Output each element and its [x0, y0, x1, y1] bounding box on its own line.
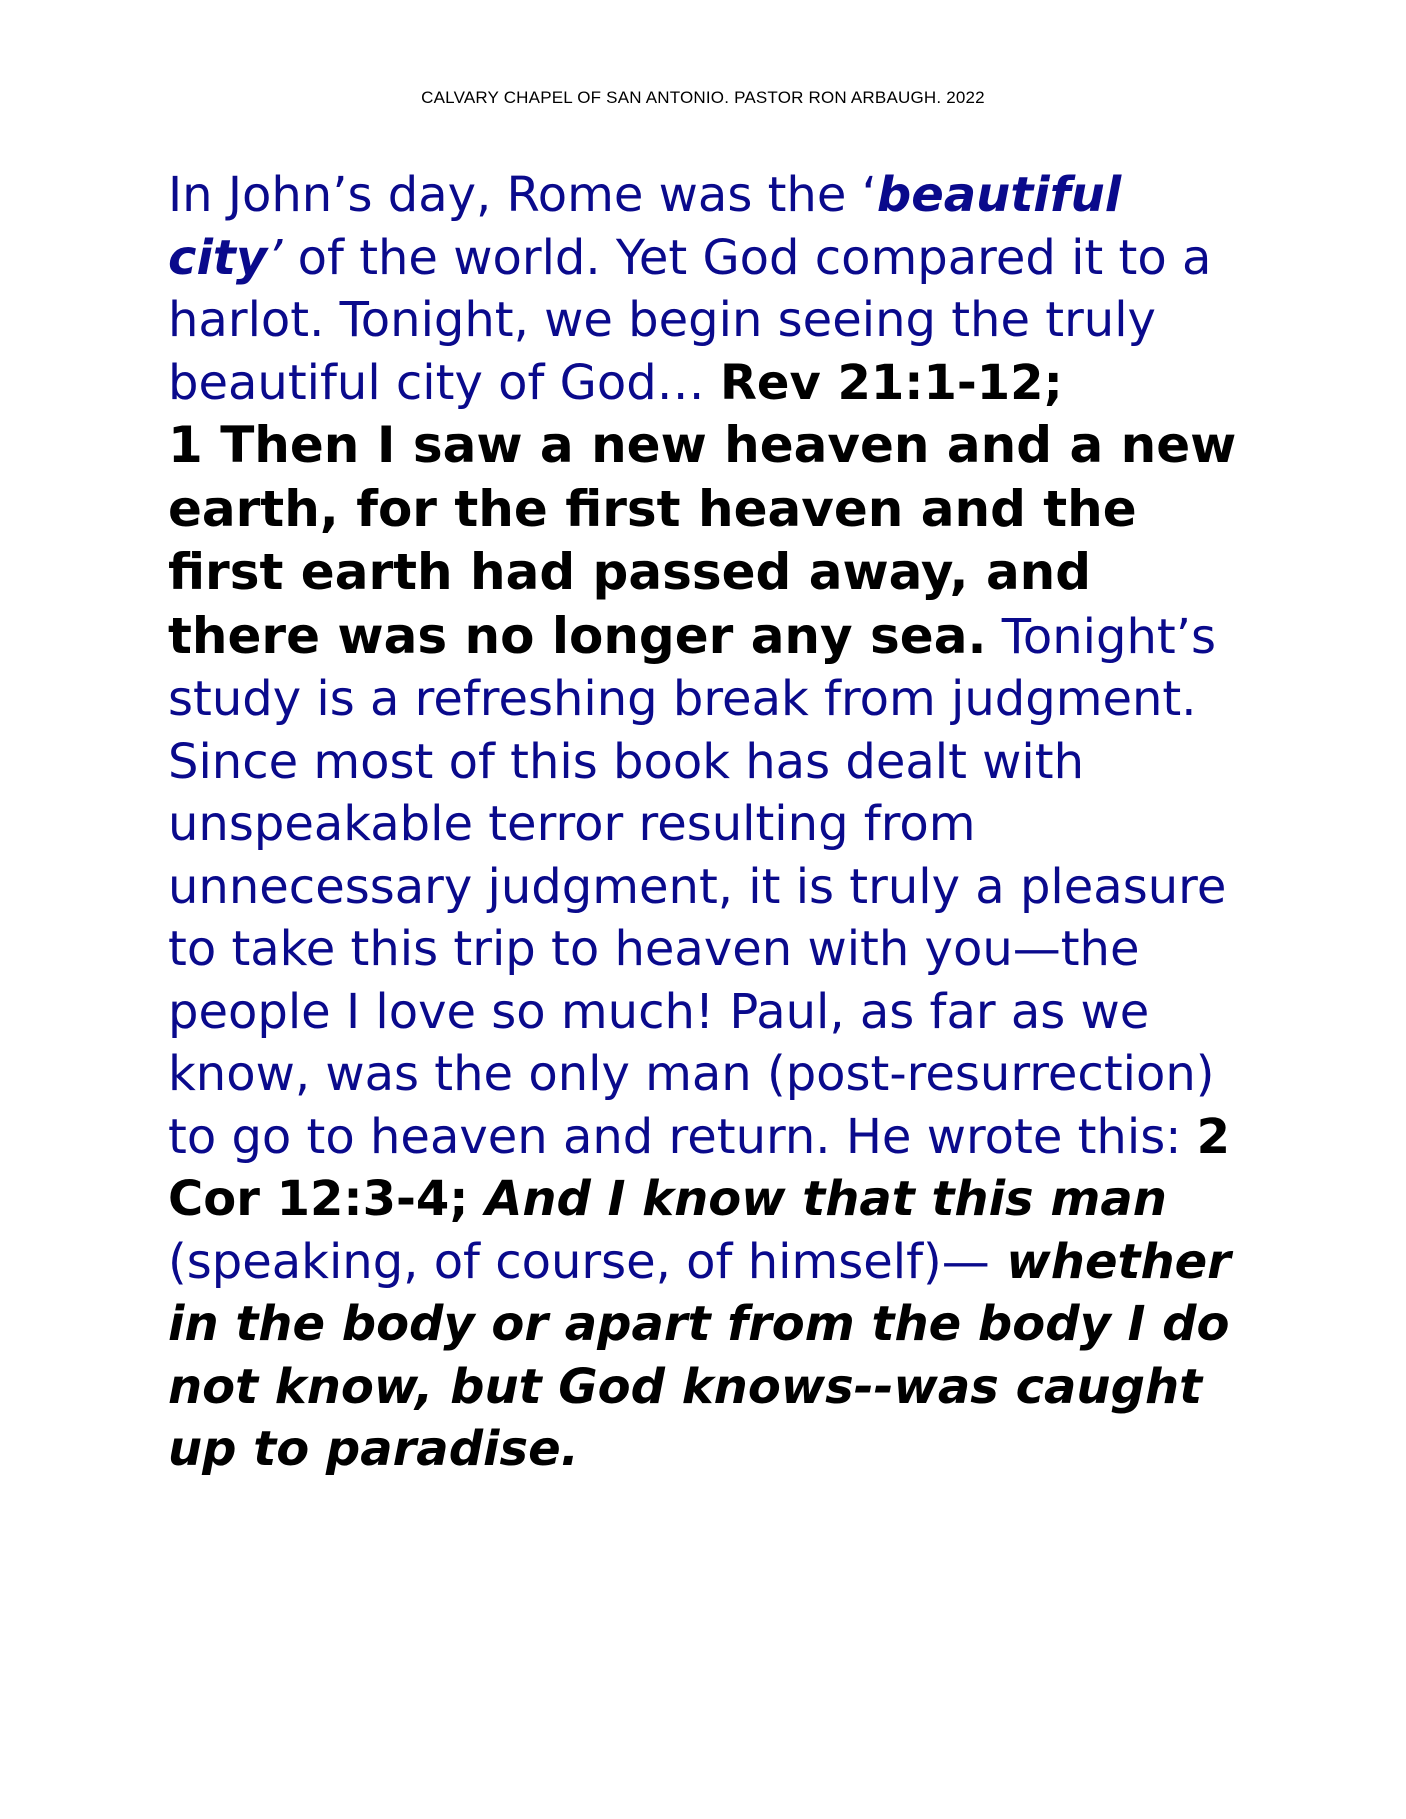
commentary-text: Tonight’s study is a refreshing break from judgment. Since most of this book has dealt with unspeakable terror resulting from unnecessary judgment, it is truly a pleasure to take this trip to heaven with you—the people I love so much! Paul, as far as we know, was the only man (post-resurrection) to go to heaven and return. He wrote this: [168, 608, 1227, 1165]
scripture-reference-2: 2 Cor 12:3-4; [168, 1108, 1231, 1227]
intro-text: In John’s day, Rome was the ‘ [168, 167, 877, 223]
emphasis-text: beautiful city [168, 167, 1122, 286]
body-text [168, 164, 1243, 1481]
page-header: CALVARY CHAPEL OF SAN ANTONIO. PASTOR RON ARBAUGH. 2022 [421, 88, 985, 107]
intro-rest-text: of the world. Yet God compared it to a harlot. Tonight, we begin seeing the truly beautiful city of God… [168, 229, 1212, 411]
verse-paragraph [168, 414, 1243, 1481]
intro-paragraph [168, 164, 1243, 414]
quote-text-2: whether in the body or apart from the body I do not know, but God knows--was caught up to paradise. [168, 1233, 1231, 1477]
aside-text: (speaking, of course, of himself)— [168, 1233, 990, 1290]
closing-quote-mark: ’ [267, 229, 283, 286]
quote-text-1: And I know that this man [468, 1171, 1167, 1227]
verse-text: 1 Then I saw a new heaven and a new earth, for the first heaven and the first earth had passed away, and there was no longer any sea. [168, 416, 1237, 665]
scripture-reference: Rev 21:1-12; [719, 354, 1063, 411]
